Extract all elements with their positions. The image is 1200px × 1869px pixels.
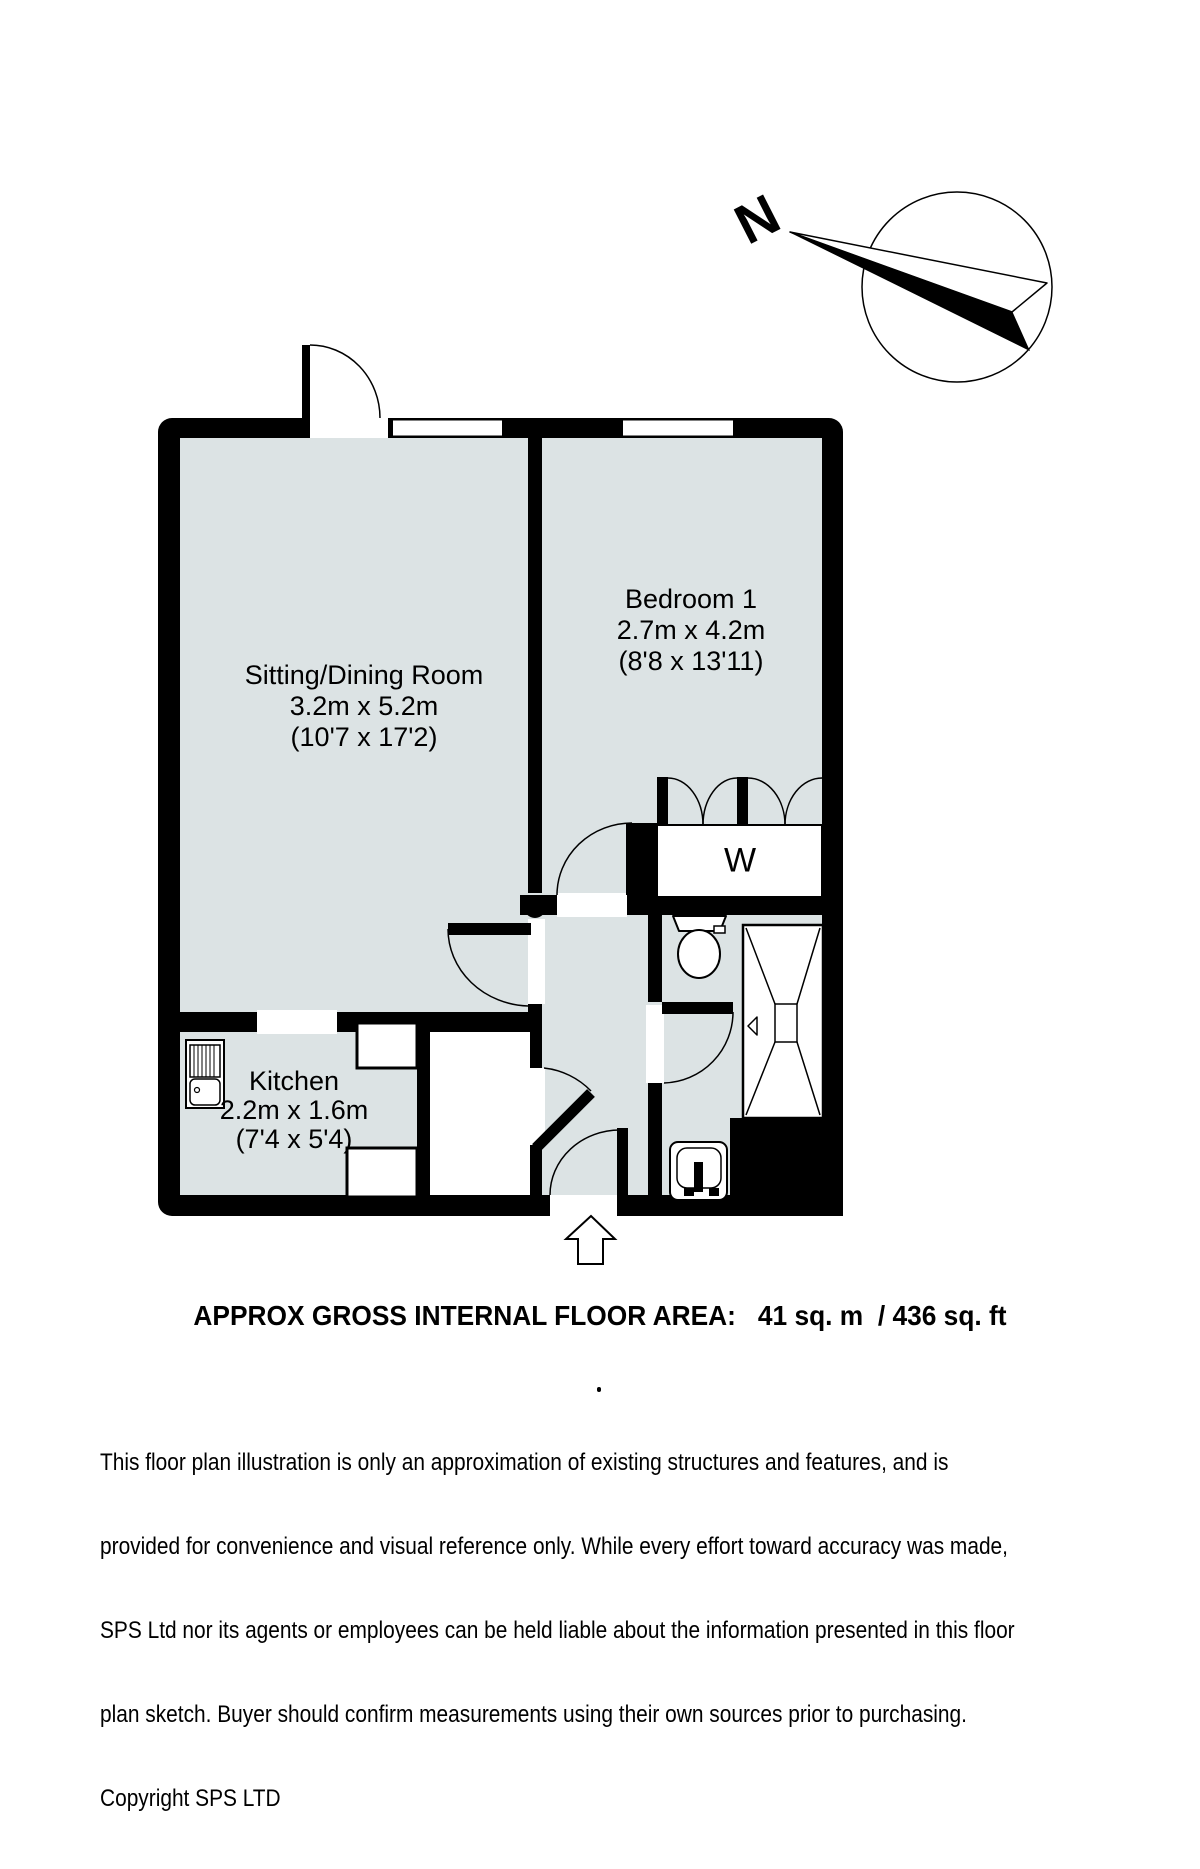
door-arc-balcony (310, 345, 380, 418)
opening-cupboard-door (528, 1068, 545, 1145)
disclaimer-line-2: provided for convenience and visual reference only. While every effort toward accuracy was made, (100, 1533, 1008, 1560)
kitchen-label (220, 1067, 369, 1154)
kitchen-name: Kitchen (248, 1066, 340, 1096)
disclaimer-line-3: SPS Ltd nor its agents or employees can be held liable about the information presented in this floor (100, 1617, 1015, 1644)
bedroom-dimensions-imperial: (8'8 x 13'11) (618, 646, 764, 676)
kitchen-dimensions-metric: 2.2m x 1.6m (219, 1095, 369, 1125)
wall-bathroom-west-lower (648, 1083, 662, 1195)
window-sitting (393, 418, 502, 438)
bathtub (743, 925, 823, 1118)
wardrobe-letter: W (723, 841, 757, 880)
door-leaf-bedroom (626, 823, 637, 895)
stray-dot (597, 1387, 601, 1392)
wall-bathroom-west-upper (648, 915, 662, 1002)
floor-area-summary: APPROX GROSS INTERNAL FLOOR AREA: 41 sq. m / 436 sq. ft (193, 1300, 1007, 1331)
door-leaf-bathroom (662, 1002, 733, 1014)
compass-north-label: N (724, 181, 790, 257)
disclaimer-line-1: This floor plan illustration is only an approximation of existing structures and features, and is (100, 1449, 949, 1476)
entrance-arrow-icon (566, 1216, 615, 1264)
wall-kitchen-cupboard-divider (417, 1032, 430, 1195)
compass-needle-white (790, 232, 1047, 312)
kitchen-unit-lower (347, 1148, 417, 1197)
bedroom-name: Bedroom 1 (624, 584, 758, 614)
sitting-room-name: Sitting/Dining Room (244, 660, 484, 690)
sitting-room-label (245, 660, 484, 753)
bedroom-dimensions-metric: 2.7m x 4.2m (616, 615, 766, 645)
disclaimer-text (100, 1393, 1015, 1869)
opening-balcony-door (310, 418, 388, 438)
kitchen-unit-upper (357, 1023, 417, 1068)
wall-mass-bottom-right (730, 1118, 843, 1216)
disclaimer-copyright: Copyright SPS LTD (100, 1785, 281, 1812)
storage-cupboard (430, 1032, 530, 1195)
opening-bathroom-door (646, 1005, 664, 1083)
wall-sitting-bedroom-divider (528, 438, 542, 893)
sitting-room-dimensions-imperial: (10'7 x 17'2) (290, 722, 438, 752)
kitchen-dimensions-imperial: (7'4 x 5'4) (235, 1124, 353, 1154)
bedroom-label (617, 584, 766, 677)
wall-wardrobe-left-block (637, 823, 657, 915)
window-bedroom (623, 418, 733, 438)
door-leaf-sitting (448, 923, 531, 935)
compass (790, 192, 1052, 382)
door-leaf-entrance (617, 1128, 628, 1195)
door-leaf-balcony (302, 345, 310, 418)
wall-wardrobe-stub-left (657, 777, 668, 825)
opening-entrance-door (550, 1195, 617, 1216)
washbasin (670, 1142, 727, 1200)
disclaimer-line-4: plan sketch. Buyer should confirm measurements using their own sources prior to purchasing. (100, 1701, 967, 1728)
opening-kitchen-hatch (257, 1010, 337, 1034)
sitting-room-dimensions-metric: 3.2m x 5.2m (289, 691, 439, 721)
wall-wardrobe-stub-center (737, 777, 748, 825)
opening-bedroom-door (557, 893, 627, 917)
kitchen-sink (186, 1040, 224, 1108)
